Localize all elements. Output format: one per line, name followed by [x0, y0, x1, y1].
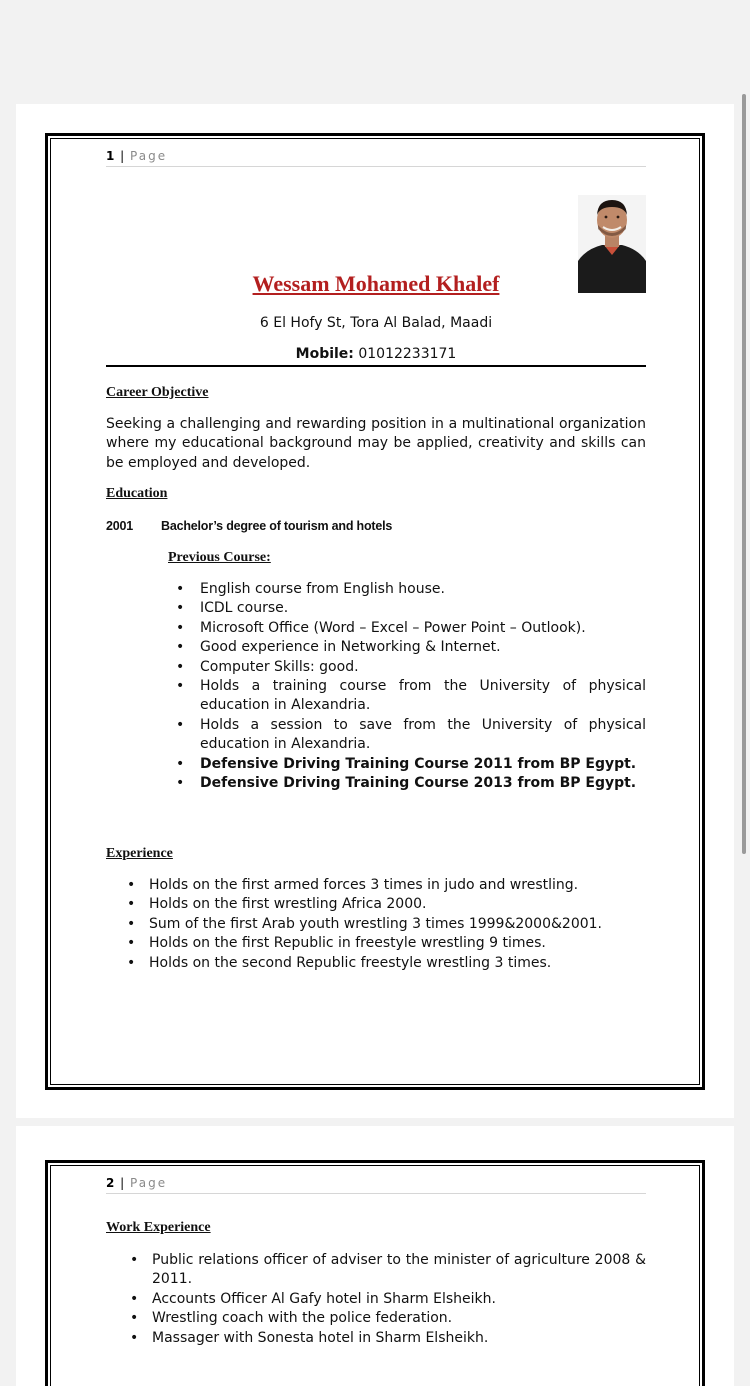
list-item [127, 895, 646, 914]
list-item-text: Good experience in Networking & Internet. [200, 639, 501, 656]
list-item [176, 658, 646, 677]
document-page-2 [16, 1126, 734, 1386]
experience-list [127, 876, 646, 973]
list-item [176, 774, 646, 793]
candidate-name: Wessam Mohamed Khalef [252, 271, 500, 296]
page-separator: | [115, 1176, 131, 1190]
list-item-text: Microsoft Office (Word – Excel – Power Point – Outlook). [200, 619, 586, 636]
bullet-icon: • [176, 639, 185, 656]
bullet-icon: • [127, 935, 136, 952]
page-word: Page [130, 1176, 168, 1190]
page-number: 1 [106, 149, 116, 163]
education-degree: Bachelor’s degree of tourism and hotels [161, 519, 393, 533]
page-border [45, 133, 705, 1090]
bullet-icon: • [130, 1329, 139, 1346]
bullet-icon: • [127, 896, 136, 913]
career-objective-text: Seeking a challenging and rewarding position in a multinational organization where my educational background may be applied, creativity and skills can be employed and developed. [106, 416, 646, 471]
bullet-icon: • [130, 1310, 139, 1327]
document-page-1 [16, 104, 734, 1118]
page-border [45, 1160, 705, 1386]
mobile-label: Mobile: [295, 346, 354, 362]
list-item-text: Holds on the first wrestling Africa 2000. [149, 896, 427, 913]
bullet-icon: • [176, 678, 185, 695]
list-item [127, 934, 646, 953]
page-number: 2 [106, 1176, 116, 1190]
education-year: 2001 [106, 519, 134, 533]
work-experience-list [130, 1251, 646, 1348]
courses-list [176, 580, 646, 793]
bullet-icon: • [176, 619, 185, 636]
page-word: Page [130, 149, 168, 163]
page-header [106, 149, 646, 167]
previous-course-title: Previous Course: [168, 550, 271, 565]
list-item [176, 677, 646, 716]
bullet-icon: • [176, 658, 185, 675]
list-item-text: Public relations officer of adviser to the minister of agriculture 2008 & 2011. [152, 1252, 646, 1288]
bullet-icon: • [176, 755, 185, 772]
experience-title: Experience [106, 846, 173, 861]
bullet-icon: • [127, 954, 136, 971]
list-item-text: Accounts Officer Al Gafy hotel in Sharm Elsheikh. [152, 1290, 496, 1307]
bullet-icon: • [176, 775, 185, 792]
bullet-icon: • [176, 581, 185, 597]
list-item-text: Sum of the first Arab youth wrestling 3 times 1999&2000&2001. [149, 915, 602, 932]
list-item-text: Massager with Sonesta hotel in Sharm Elsheikh. [152, 1329, 489, 1346]
list-item-text: Holds on the second Republic freestyle wrestling 3 times. [149, 954, 552, 971]
bullet-icon: • [127, 915, 136, 932]
list-item [176, 580, 646, 599]
education-entry [106, 519, 392, 533]
list-item [176, 599, 646, 618]
list-item [127, 954, 646, 973]
list-item [127, 915, 646, 934]
mobile-line [106, 346, 646, 367]
page-content [106, 1176, 646, 1346]
mobile-number: 01012233171 [353, 346, 457, 362]
page-border-inner [50, 1165, 700, 1386]
address: 6 El Hofy St, Tora Al Balad, Maadi [259, 315, 493, 331]
list-item-text: Defensive Driving Training Course 2011 from BP Egypt. [200, 755, 637, 772]
list-item [130, 1329, 646, 1348]
bullet-icon: • [130, 1252, 139, 1268]
list-item [176, 638, 646, 657]
list-item-text: Wrestling coach with the police federation. [152, 1310, 453, 1327]
list-item [127, 876, 646, 895]
list-item [130, 1290, 646, 1309]
list-item-text: Holds on the first Republic in freestyle wrestling 9 times. [149, 935, 546, 952]
work-experience-title: Work Experience [106, 1220, 211, 1235]
list-item [176, 716, 646, 755]
bullet-icon: • [176, 716, 185, 733]
scrollbar[interactable] [742, 94, 746, 854]
bullet-icon: • [176, 600, 185, 617]
list-item-text: ICDL course. [200, 600, 289, 617]
page-header [106, 1176, 646, 1194]
list-item [176, 755, 646, 774]
list-item [130, 1309, 646, 1328]
list-item-text: Defensive Driving Training Course 2013 from BP Egypt. [200, 775, 637, 792]
page-border-inner [50, 138, 700, 1085]
page-content [106, 149, 646, 971]
bullet-icon: • [130, 1290, 139, 1307]
list-item-text: Computer Skills: good. [200, 658, 359, 675]
list-item-text: Holds a training course from the University of physical education in Alexandria. [200, 678, 646, 714]
career-objective-title: Career Objective [106, 385, 209, 400]
page-separator: | [115, 149, 131, 163]
list-item [176, 619, 646, 638]
list-item [130, 1251, 646, 1290]
education-title: Education [106, 486, 168, 501]
list-item-text: English course from English house. [200, 581, 445, 597]
list-item-text: Holds a session to save from the University of physical education in Alexandria. [200, 716, 646, 753]
list-item-text: Holds on the first armed forces 3 times in judo and wrestling. [149, 877, 579, 893]
bullet-icon: • [127, 877, 136, 893]
